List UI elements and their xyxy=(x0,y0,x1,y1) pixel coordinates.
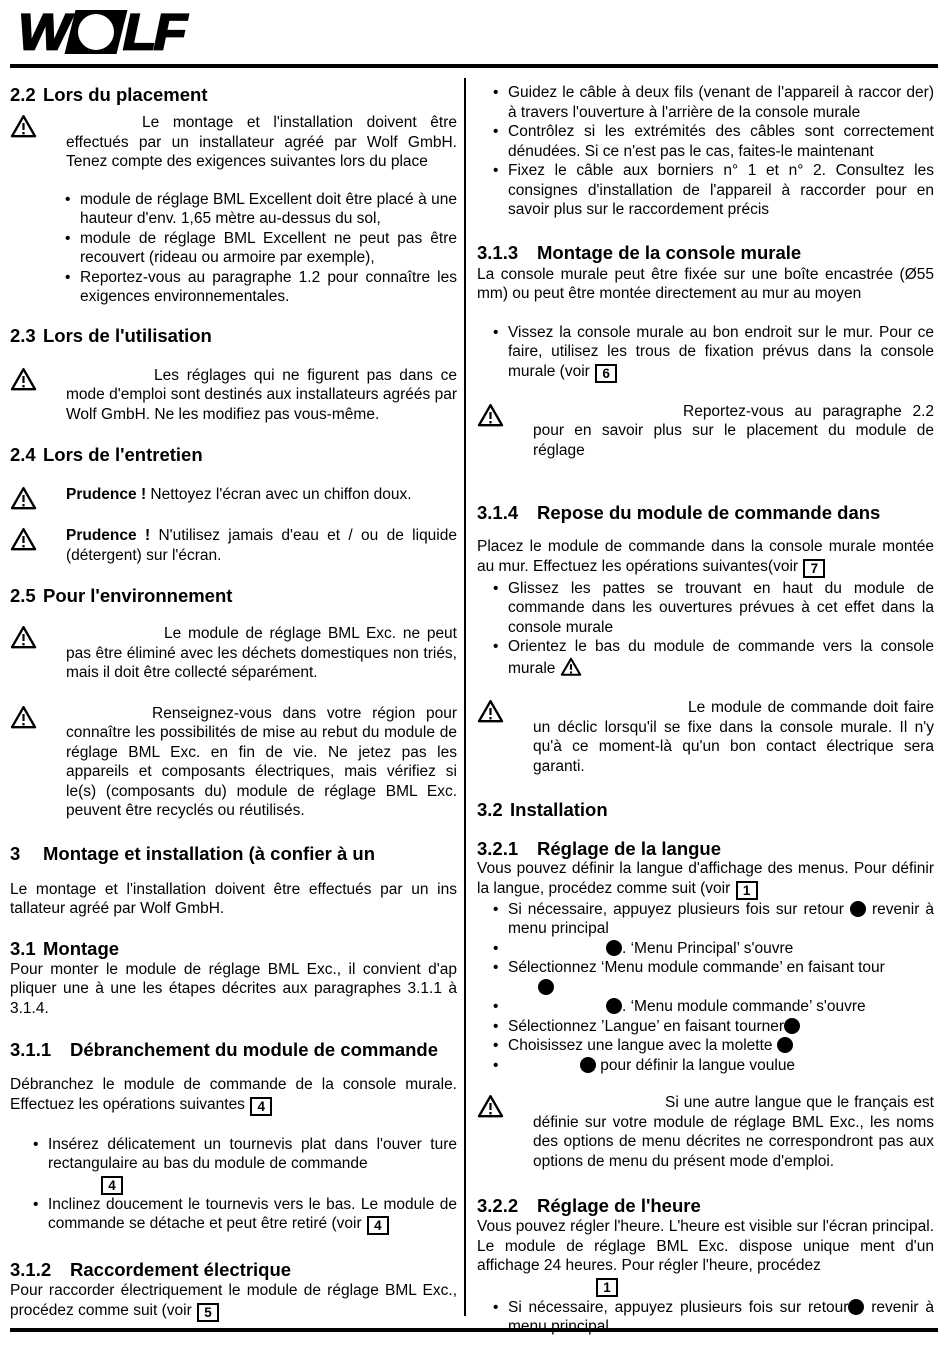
section-title: Réglage de la langue xyxy=(537,838,722,859)
bullet-marker: • xyxy=(493,638,499,655)
warning-triangle-icon xyxy=(10,704,66,730)
text-run: . ‘Menu Principal’ s'ouvre xyxy=(622,939,794,957)
section-title: Raccordement électrique xyxy=(70,1259,292,1280)
button-dot-icon xyxy=(848,1299,864,1315)
bullet-text xyxy=(508,637,934,678)
section-number: 3.1.1 xyxy=(10,1039,52,1060)
section-heading xyxy=(10,84,457,105)
warning-note xyxy=(10,704,457,821)
bullet-item xyxy=(493,579,934,638)
section-number: 3.1.2 xyxy=(10,1259,52,1280)
figure-ref-box: 1 xyxy=(596,1278,618,1297)
figure-ref-box: 5 xyxy=(197,1303,219,1322)
section-title: Montage et installation (à confier à un xyxy=(43,842,376,864)
button-dot-icon xyxy=(784,1018,800,1034)
bullet-item xyxy=(493,83,934,122)
warning-triangle-icon xyxy=(10,624,66,650)
left-column xyxy=(10,78,457,1322)
paragraph xyxy=(10,960,457,1019)
bullet-list xyxy=(477,83,934,220)
bullet-text xyxy=(508,1056,934,1076)
column-divider xyxy=(464,78,466,1316)
section-number: 3.2 xyxy=(477,799,503,820)
section-title: Lors de l'entretien xyxy=(43,444,203,465)
section-heading xyxy=(477,502,934,523)
bullet-list xyxy=(477,323,934,383)
section-number: 2.5 xyxy=(10,585,36,606)
text-run: Placez le module de commande dans la console murale montée au mur. Effectuez les opérations suivantes(voir xyxy=(477,538,934,575)
bullet-item xyxy=(65,190,457,229)
bullet-text xyxy=(80,229,457,268)
bullet-item xyxy=(493,997,934,1017)
bullet-item xyxy=(493,939,934,959)
bullet-item xyxy=(493,323,934,383)
text-run: Insérez délicatement un tournevis plat dans l'ouver ture rectangulaire au bas du module de commande xyxy=(48,1135,457,1172)
paragraph xyxy=(477,859,934,900)
warning-text xyxy=(66,113,457,172)
warning-note xyxy=(10,113,457,172)
button-dot-icon xyxy=(580,1057,596,1073)
text-run: module de réglage BML Excellent doit être placé à une hauteur d'env. 1,65 mètre au-dessus du sol, xyxy=(80,190,457,227)
bullet-item xyxy=(493,122,934,161)
bullet-marker: • xyxy=(33,1195,39,1213)
figure-ref-box: 6 xyxy=(595,364,617,383)
section-title: Montage xyxy=(43,937,120,959)
text-run: Le montage et l'installation doivent être effectués par un installateur agréé par Wolf GmbH. Tenez compte des exigences suivantes lors du place xyxy=(66,114,457,170)
text-run: Pour monter le module de réglage BML Exc., il convient d'ap pliquer une à une les étapes décrites aux paragraphes 3.1.1 à 3.1.4. xyxy=(10,960,457,1017)
section-heading xyxy=(477,242,934,263)
warning-triangle-icon xyxy=(10,526,66,552)
text-run: Le module de réglage BML Exc. ne peut pas être éliminé avec les déchets domestiques non triés, mais il doit être collecté séparément. xyxy=(66,625,457,681)
button-dot-icon xyxy=(606,940,622,956)
bullet-text xyxy=(508,161,934,220)
text-run: module de réglage BML Excellent ne peut pas être recouvert (rideau ou armoire par exemple), xyxy=(80,229,457,266)
warning-note xyxy=(10,366,457,425)
warning-text xyxy=(66,366,457,425)
bullet-text xyxy=(80,268,457,307)
spacer xyxy=(508,991,538,992)
paragraph xyxy=(10,1075,457,1116)
section-number: 3.2.2 xyxy=(477,1195,519,1216)
bullet-item xyxy=(493,900,934,939)
bullet-text xyxy=(508,83,934,122)
section-heading xyxy=(10,843,457,864)
bullet-item xyxy=(493,161,934,220)
section-heading xyxy=(10,1259,457,1280)
section-title: Installation xyxy=(510,799,608,820)
inline-warning-icon xyxy=(560,660,582,677)
bullet-marker: • xyxy=(493,579,499,597)
section-number: 2.4 xyxy=(10,444,36,465)
warning-text xyxy=(533,402,934,461)
logo-letter-w: W xyxy=(18,3,67,61)
text-run: Guidez le câble à deux fils (venant de l'appareil à raccor der) à travers l'ouverture à l'arrière de la console murale xyxy=(508,84,934,121)
spacer xyxy=(508,952,606,953)
warning-triangle-icon xyxy=(477,698,533,724)
figure-ref-box: 4 xyxy=(367,1216,389,1235)
bullet-item xyxy=(493,1056,934,1076)
bullet-text xyxy=(508,323,934,383)
bullet-marker: • xyxy=(493,1056,499,1074)
text-run: Reportez-vous au paragraphe 2.2 pour en savoir plus sur le placement du module de réglage xyxy=(533,402,934,459)
spacer xyxy=(477,1289,595,1290)
text-run: N'utilisez jamais d'eau et / ou de liquide (détergent) sur l'écran. xyxy=(66,527,457,564)
button-dot-icon xyxy=(850,901,866,917)
bullet-text xyxy=(508,958,934,997)
bullet-item xyxy=(493,1298,934,1337)
paragraph xyxy=(477,1217,934,1297)
section-title: Lors de l'utilisation xyxy=(43,324,212,346)
bullet-marker: • xyxy=(493,1298,499,1316)
button-dot-icon xyxy=(606,998,622,1014)
warning-note xyxy=(477,402,934,461)
section-title: Réglage de l'heure xyxy=(537,1195,701,1216)
text-run: Vous pouvez régler l'heure. L'heure est visible sur l'écran principal. Le module de réglage BML Exc. dispose unique ment d'un affichage 24 heures. Pour régler l'heure, procédez xyxy=(477,1218,934,1274)
paragraph xyxy=(10,880,457,919)
bullet-marker: • xyxy=(493,998,499,1015)
bullet-marker: • xyxy=(493,939,499,957)
section-title: Montage de la console murale xyxy=(537,241,802,263)
bullet-text xyxy=(508,1036,934,1056)
logo-letters-lf: LF xyxy=(122,3,185,61)
text-run: Inclinez doucement le tournevis vers le bas. Le module de commande se détache et peut être retiré (voir xyxy=(48,1195,457,1232)
bullet-item xyxy=(493,1017,934,1037)
bullet-text xyxy=(48,1135,457,1195)
paragraph xyxy=(477,265,934,304)
bullet-text xyxy=(508,997,934,1017)
bullet-item xyxy=(493,1036,934,1056)
text-run: . ‘Menu module commande’ s'ouvre xyxy=(622,998,866,1015)
warning-note xyxy=(10,624,457,683)
logo-circle-icon xyxy=(78,14,114,50)
spacer xyxy=(508,1010,606,1011)
bullet-marker: • xyxy=(493,1017,499,1035)
bullet-item xyxy=(65,268,457,307)
bullet-item xyxy=(493,637,934,678)
bullet-list xyxy=(10,190,457,307)
section-heading xyxy=(10,444,457,465)
bullet-list xyxy=(477,579,934,679)
section-number: 3.1.4 xyxy=(477,502,519,523)
text-run: Si nécessaire, appuyez plusieurs fois sur retour xyxy=(508,1298,849,1316)
wolf-logo xyxy=(18,3,185,61)
text-run: Pour raccorder électriquement le module de réglage BML Exc., procédez comme suit (voir xyxy=(10,1282,457,1319)
bold-text-run: Prudence ! xyxy=(66,527,151,544)
bullet-marker: • xyxy=(33,1135,39,1153)
warning-triangle-icon xyxy=(10,366,66,392)
text-run: Sélectionnez ’Langue’ en faisant tourner xyxy=(508,1017,785,1035)
bullet-marker: • xyxy=(65,268,71,286)
text-run: Orientez le bas du module de commande vers la console murale xyxy=(508,638,934,677)
text-run: Sélectionnez ‘Menu module commande’ en faisant tour xyxy=(508,959,885,976)
text-run: Reportez-vous au paragraphe 1.2 pour connaître les exigences environnementales. xyxy=(80,268,457,305)
text-run: Les réglages qui ne figurent pas dans ce mode d'emploi sont destinés aux installateurs agréés par Wolf GmbH. Ne les modifiez pas vous-même. xyxy=(66,366,457,423)
bullet-text xyxy=(80,190,457,229)
warning-text xyxy=(533,698,934,776)
bullet-marker: • xyxy=(65,229,71,247)
text-run: Si nécessaire, appuyez plusieurs fois sur retour xyxy=(508,900,850,918)
warning-triangle-icon xyxy=(477,402,533,428)
text-run: Fixez le câble aux borniers n° 1 et n° 2. Consultez les consignes d'installation de l'appareil à raccorder pour en savoir plus sur le raccordement précis xyxy=(508,162,934,218)
right-column xyxy=(477,78,934,1337)
warning-note xyxy=(477,1093,934,1171)
warning-note xyxy=(10,526,457,565)
bullet-text xyxy=(508,122,934,161)
paragraph xyxy=(10,1281,457,1322)
section-heading xyxy=(10,938,457,959)
warning-text xyxy=(66,624,457,683)
header-rule xyxy=(10,64,938,68)
warning-note xyxy=(477,698,934,776)
bullet-item xyxy=(33,1135,457,1195)
figure-ref-box: 1 xyxy=(736,881,758,900)
bullet-marker: • xyxy=(65,190,71,208)
figure-ref-box: 7 xyxy=(803,559,825,578)
button-dot-icon xyxy=(777,1037,793,1053)
warning-text xyxy=(66,704,457,821)
section-number: 3.1 xyxy=(10,937,36,959)
section-title: Débranchement du module de commande xyxy=(70,1039,439,1060)
bullet-item xyxy=(493,958,934,997)
warning-text xyxy=(66,485,457,505)
bullet-list xyxy=(477,1298,934,1337)
bullet-list xyxy=(10,1135,457,1236)
text-run: La console murale peut être fixée sur une boîte encastrée (Ø55 mm) ou peut être montée directement au mur au moyen xyxy=(477,265,934,302)
bullet-text xyxy=(48,1195,457,1236)
section-heading xyxy=(10,325,457,346)
spacer xyxy=(48,1187,100,1188)
warning-text xyxy=(66,526,457,565)
section-number: 2.2 xyxy=(10,84,36,105)
text-run: pour définir la langue voulue xyxy=(596,1056,796,1074)
bullet-item xyxy=(65,229,457,268)
bullet-marker: • xyxy=(493,959,499,976)
text-run: Nettoyez l'écran avec un chiffon doux. xyxy=(146,486,412,503)
section-number: 3.2.1 xyxy=(477,838,519,859)
text-run: Le module de commande doit faire un déclic lorsqu'il se fixe dans la console murale. Il n'y qu'à ce moment-là qu'un bon contact électrique sera garanti. xyxy=(533,699,934,775)
button-dot-icon xyxy=(538,979,554,995)
section-heading xyxy=(477,838,934,859)
text-run: Contrôlez si les extrémités des câbles sont correctement dénudées. Si ce n'est pas le cas, faites-le maintenant xyxy=(508,123,934,160)
section-title: Repose du module de commande dans xyxy=(537,502,881,523)
figure-ref-box: 4 xyxy=(101,1176,123,1195)
bullet-marker: • xyxy=(493,162,499,179)
section-heading xyxy=(10,585,457,606)
figure-ref-box: 4 xyxy=(250,1097,272,1116)
bullet-text xyxy=(508,579,934,638)
section-heading xyxy=(477,799,934,820)
warning-note xyxy=(10,485,457,511)
section-title: Pour l'environnement xyxy=(43,585,233,606)
text-run: Renseignez-vous dans votre région pour connaître les possibilités de mise au rebut du module de réglage BML Exc. en fin de vie. Ne jetez pas les appareils et composants électriques, mais vérifiez si le(s) (composants du) module de réglage BML Exc. peuvent être recyclés ou réutilisés. xyxy=(66,704,457,819)
bullet-text xyxy=(508,939,934,959)
warning-text xyxy=(533,1093,934,1171)
section-title: Lors du placement xyxy=(43,84,208,105)
section-heading xyxy=(477,1195,934,1216)
bold-text-run: Prudence ! xyxy=(66,486,147,503)
bullet-text xyxy=(508,1298,934,1337)
text-run: Le montage et l'installation doivent être effectués par un ins tallateur agréé par Wolf GmbH. xyxy=(10,880,457,917)
logo-block-icon xyxy=(64,10,127,54)
bullet-list xyxy=(477,900,934,1076)
bullet-marker: • xyxy=(493,1037,499,1054)
warning-triangle-icon xyxy=(10,113,66,139)
text-run: Si une autre langue que le français est définie sur votre module de réglage BML Exc., les noms des options de menu décrites ne correspondront pas aux options de menu du présent mode d'emploi. xyxy=(533,1094,934,1170)
bullet-marker: • xyxy=(493,84,499,101)
warning-triangle-icon xyxy=(477,1093,533,1119)
bullet-text xyxy=(508,900,934,939)
section-heading xyxy=(10,1039,457,1060)
section-number: 3 xyxy=(10,842,21,864)
text-run: Glissez les pattes se trouvant en haut du module de commande dans les ouvertures prévues à cet effet dans la console murale xyxy=(508,579,934,636)
bullet-marker: • xyxy=(493,123,499,140)
spacer xyxy=(508,1069,580,1070)
bullet-marker: • xyxy=(493,323,499,341)
bullet-marker: • xyxy=(493,900,499,918)
section-number: 3.1.3 xyxy=(477,241,519,263)
text-run: Vissez la console murale au bon endroit sur le mur. Pour ce faire, utilisez les trous de fixation prévus dans la console murale (voir xyxy=(508,323,934,380)
paragraph xyxy=(477,537,934,578)
text-run: Vous pouvez définir la langue d'affichage des menus. Pour définir la langue, procédez comme suit (voir xyxy=(477,860,934,897)
text-run: Débranchez le module de commande de la console murale. Effectuez les opérations suivantes xyxy=(10,1076,457,1113)
text-run: revenir à menu principal xyxy=(508,1298,934,1335)
bullet-item xyxy=(33,1195,457,1236)
bullet-text xyxy=(508,1017,934,1037)
warning-triangle-icon xyxy=(10,485,66,511)
text-run: Choisissez une langue avec la molette xyxy=(508,1037,777,1054)
section-number: 2.3 xyxy=(10,324,36,346)
text-run: revenir à menu principal xyxy=(508,900,934,937)
